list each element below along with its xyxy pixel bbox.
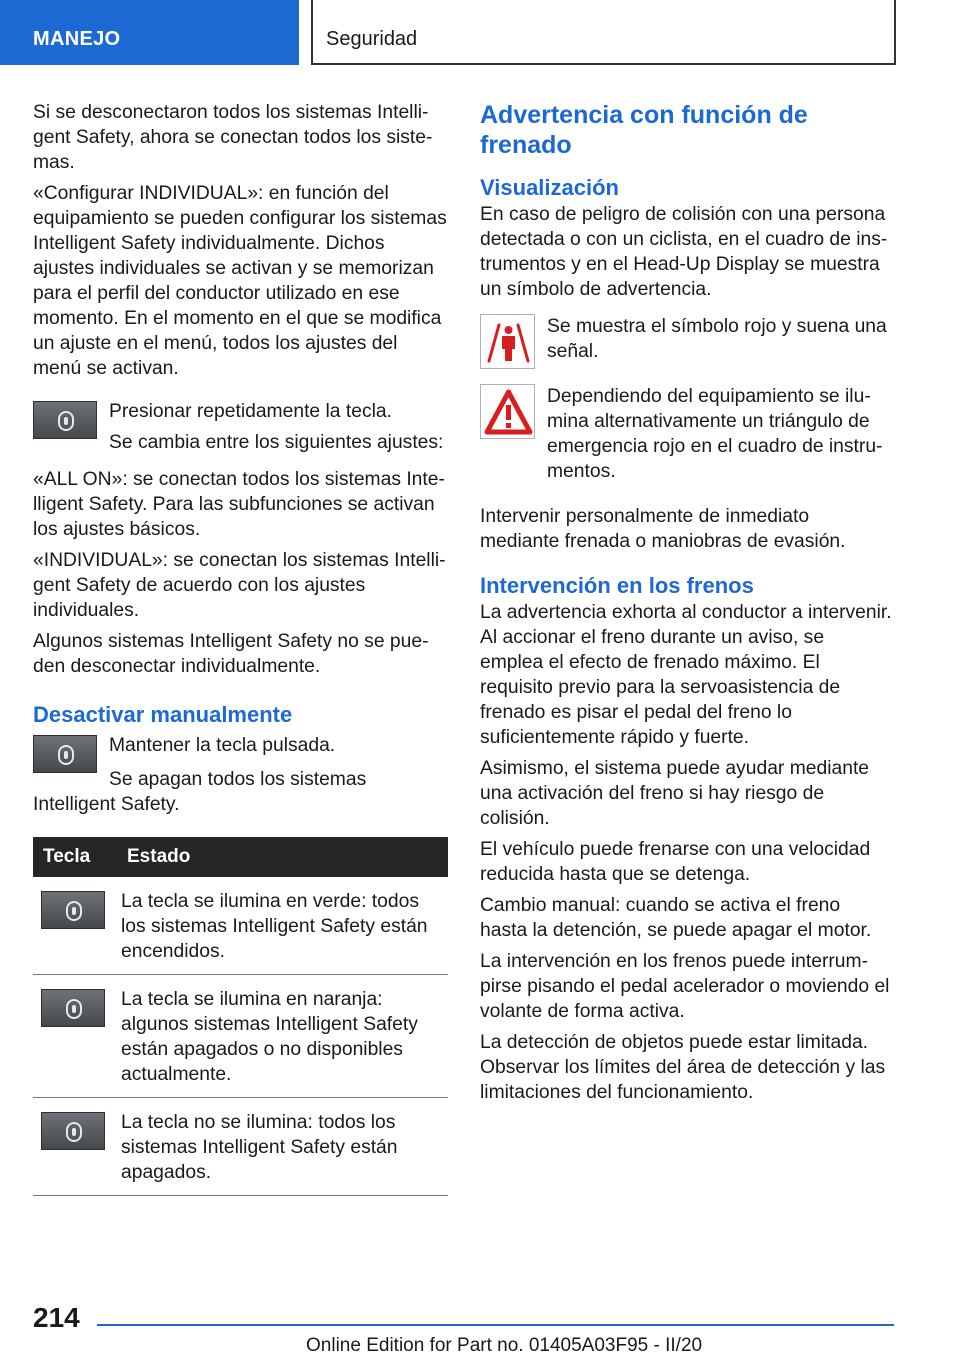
instruction-row <box>480 314 892 370</box>
button-off-icon <box>41 1112 105 1150</box>
paragraph: Intervenir personalmente de inmediato mediante frenada o maniobras de evasión. <box>480 506 846 552</box>
paragraph: La advertencia exhorta al conductor a intervenir. Al accionar el freno durante un aviso, se emplea el efecto de frenado máximo. El requisito previo para la servoasistencia de frenado es pisar el pedal del freno lo suficientemente rápido y fuerte. <box>480 602 892 748</box>
paragraph: Se apagan todos los sistemas Intelligent Safety. <box>33 769 367 815</box>
table-cell: La tecla se ilumina en naranja: algunos sistemas Intelligent Safety están apagados o no disponibles actualmente. <box>117 975 448 1098</box>
table-row <box>33 877 448 975</box>
intelligent-safety-button-icon <box>33 401 97 439</box>
paragraph: Si se desconectaron todos los sistemas Intelligent Safety, ahora se conectan todos los sistemas. <box>33 102 433 173</box>
paragraph: «INDIVIDUAL»: se conectan los sistemas Intelligent Safety de acuerdo con los ajustes individuales. <box>33 550 446 621</box>
instruction-text: Mantener la tecla pulsada. <box>109 735 336 756</box>
footer-divider <box>97 1324 894 1326</box>
page-number: 214 <box>33 1302 80 1333</box>
paragraph: Asimismo, el sistema puede ayudar mediante una activación del freno si hay riesgo de colisión. <box>480 758 870 829</box>
paragraph: Algunos sistemas Intelligent Safety no se pueden desconectar individualmente. <box>33 631 429 677</box>
instruction-text: Presionar repetidamente la tecla. <box>109 401 392 422</box>
paragraph: La detección de objetos puede estar limitada. Observar los límites del área de detección y las limitaciones del funcionamiento. <box>480 1032 886 1103</box>
footer-edition: Online Edition for Part no. 01405A03F95 - II/20 <box>306 1335 703 1356</box>
instruction-text: Se cambia entre los siguientes ajustes: <box>109 432 444 453</box>
paragraph: La intervención en los frenos puede interrumpirse pisando el pedal acelerador o moviendo el volante de forma activa. <box>480 951 890 1022</box>
paragraph: El vehículo puede frenarse con una velocidad reducida hasta que se detenga. <box>480 839 871 885</box>
table-header-key: Tecla <box>33 837 117 877</box>
table-row <box>33 1098 448 1196</box>
section-heading: Desactivar manualmente <box>33 702 293 727</box>
instruction-row <box>480 384 892 490</box>
table-cell: La tecla se ilumina en verde: todos los sistemas Intelligent Safety están encendidos. <box>117 877 448 975</box>
intelligent-safety-button-icon <box>33 735 97 773</box>
key-state-table <box>33 837 448 1196</box>
header-section-tab <box>0 0 299 65</box>
table-cell: La tecla no se ilumina: todos los sistemas Intelligent Safety están apagados. <box>117 1098 448 1196</box>
instruction-text: Se muestra el símbolo rojo y suena una señal. <box>547 316 887 362</box>
left-column <box>33 100 448 1196</box>
section-heading: Visualización <box>480 175 619 200</box>
paragraph: En caso de peligro de colisión con una persona detectada o con un ciclista, en el cuadro de instrumentos y en el Head-Up Display se muestra un símbolo de advertencia. <box>480 204 888 300</box>
main-heading: Advertencia con función de frenado <box>480 101 808 159</box>
header-chapter-box <box>311 0 896 65</box>
button-orange-icon <box>41 989 105 1027</box>
warning-triangle-icon <box>480 384 535 439</box>
section-heading: Intervención en los frenos <box>480 573 754 598</box>
header-chapter-label: Seguridad <box>326 28 418 50</box>
paragraph: «ALL ON»: se conectan todos los sistemas Intelligent Safety. Para las subfunciones se activan los ajustes básicos. <box>33 469 445 540</box>
instruction-row <box>33 399 448 461</box>
right-column <box>480 100 892 1111</box>
table-row <box>33 975 448 1098</box>
instruction-text: Dependiendo del equipamiento se ilumina alternativamente un triángulo de emergencia rojo en el cuadro de instrumentos. <box>547 386 883 482</box>
header-section-label: MANEJO <box>33 28 121 50</box>
paragraph: Cambio manual: cuando se activa el freno hasta la detención, se puede apagar el motor. <box>480 895 872 941</box>
paragraph: «Configurar INDIVIDUAL»: en función del equipamiento se pueden configurar los sistemas Intelligent Safety individualmente. Dichos ajustes individuales se activan y se memorizan para el perfil del conductor utilizado en ese momento. En el momento en el que se modifica un ajuste en el menú, todos los ajustes del menú se activan. <box>33 183 447 379</box>
pedestrian-warning-icon <box>480 314 535 369</box>
table-header-state: Estado <box>117 837 448 877</box>
button-green-icon <box>41 891 105 929</box>
